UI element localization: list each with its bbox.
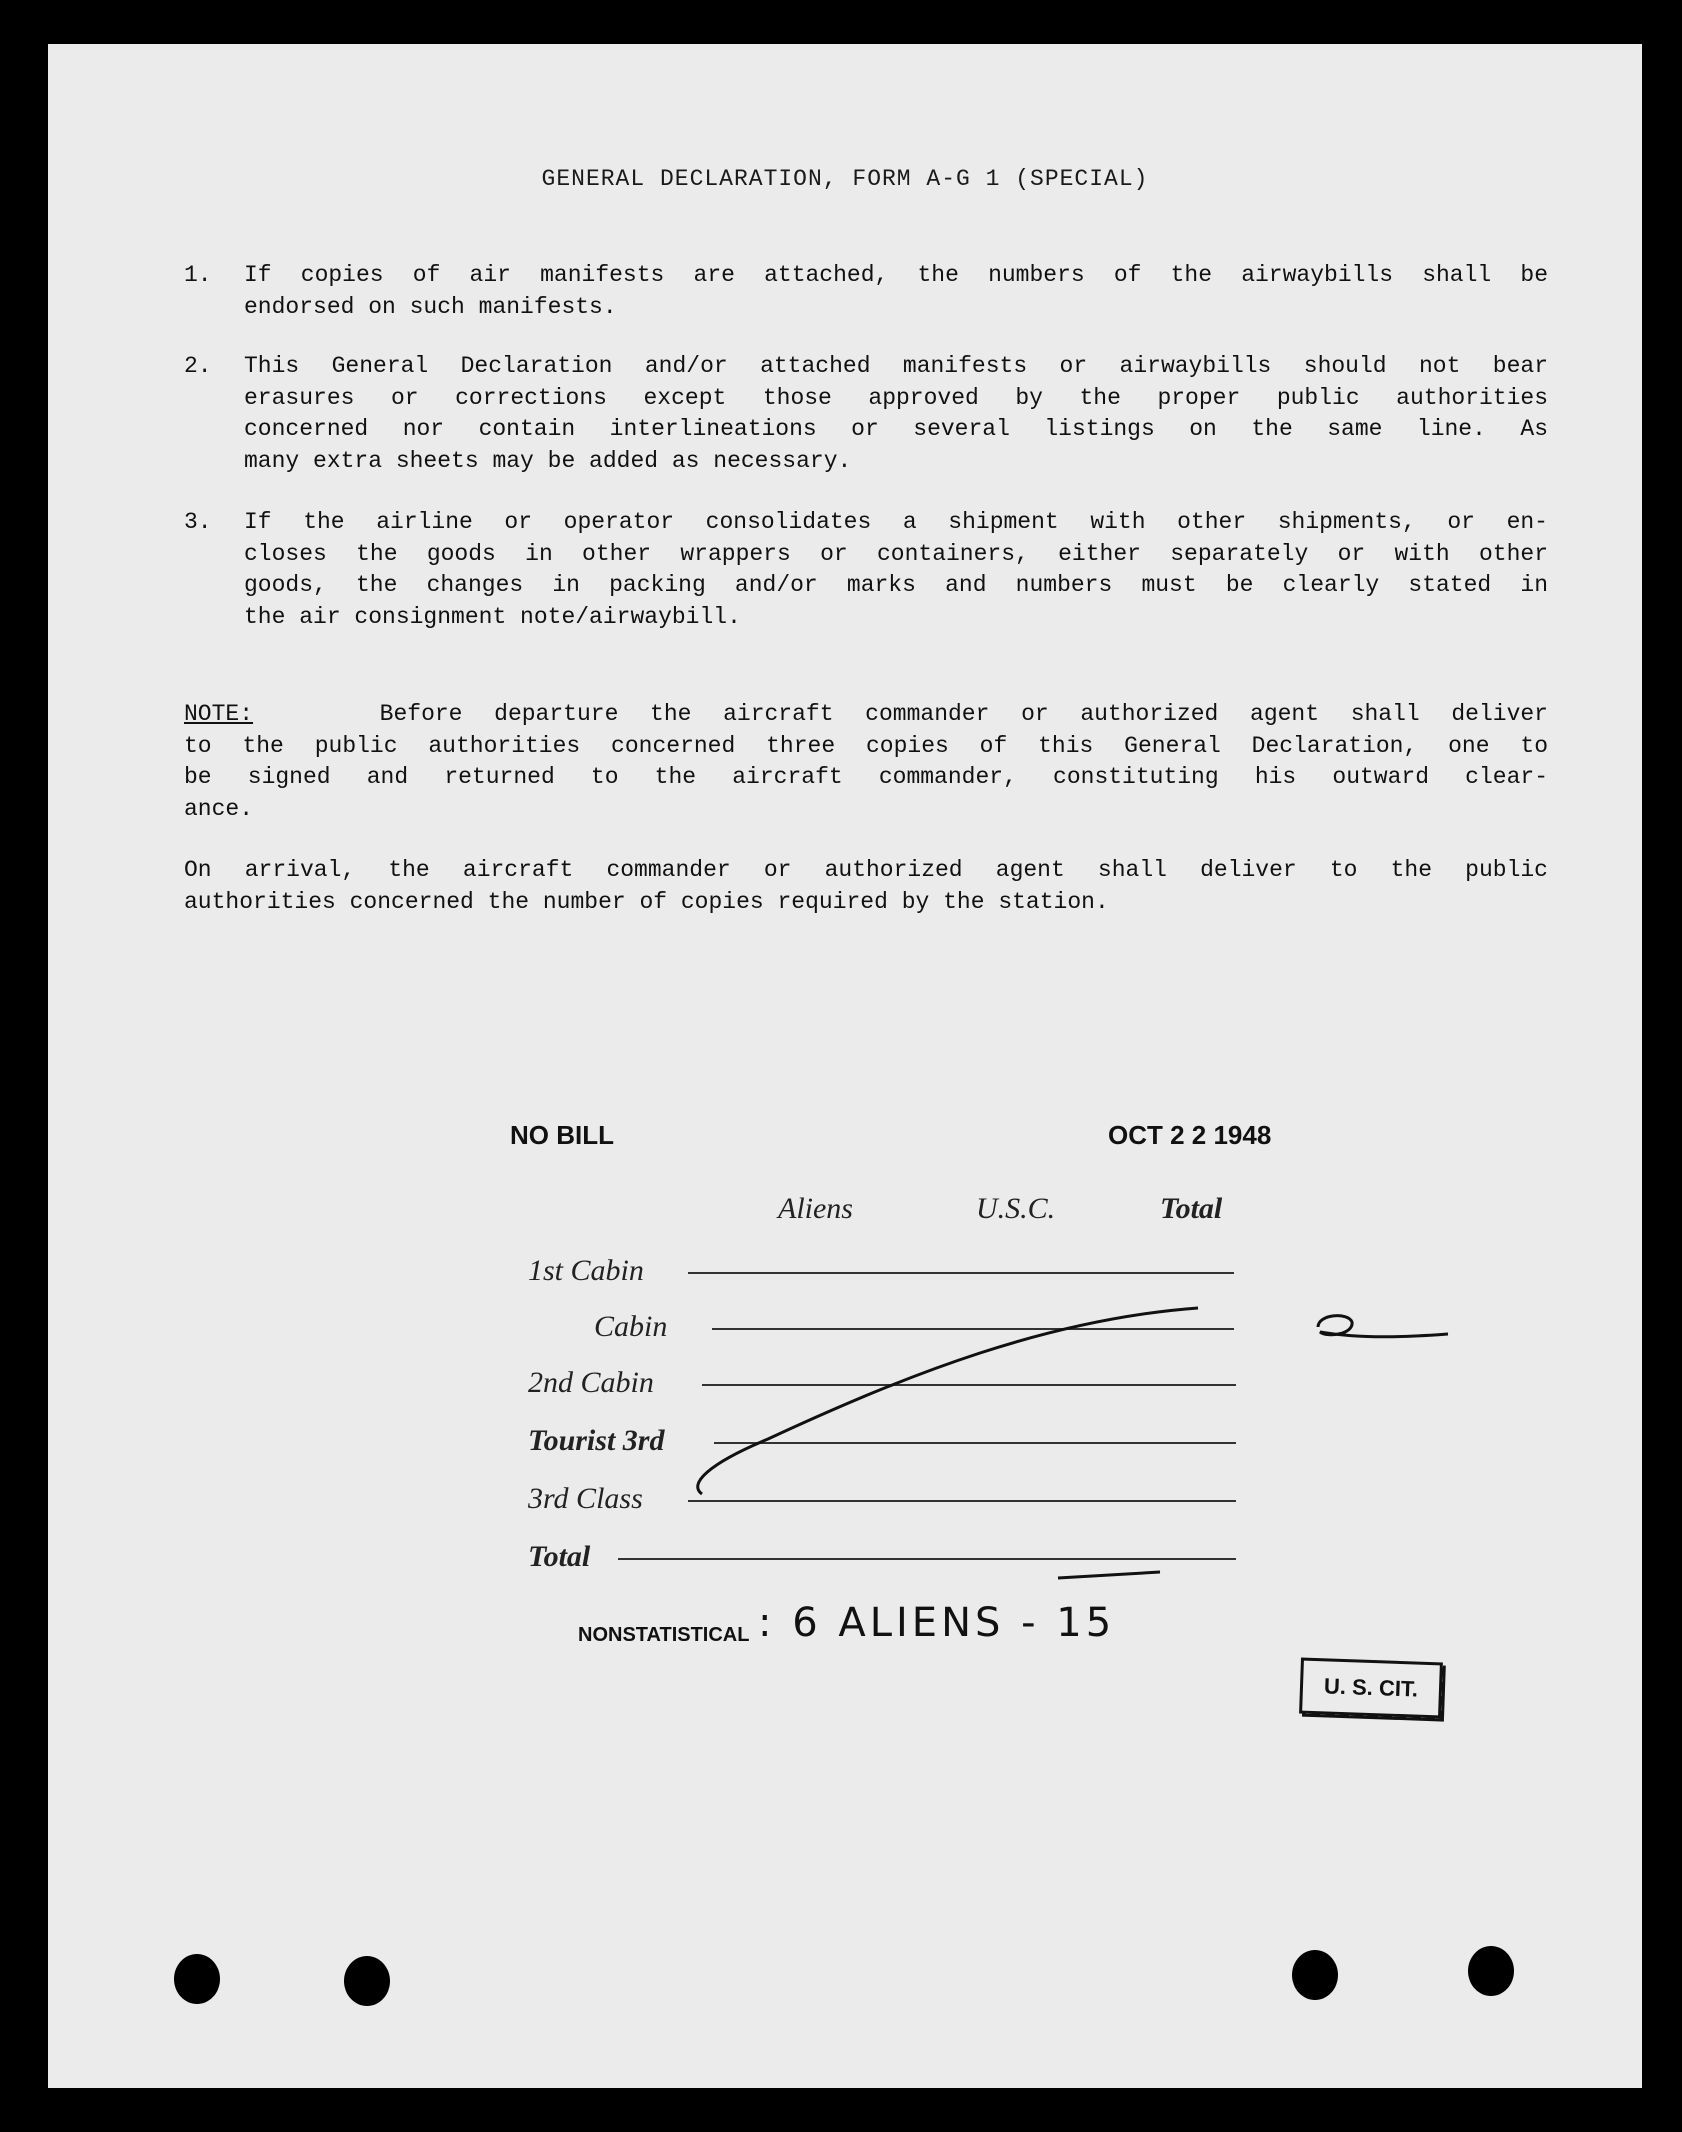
item-line: This General Declaration and/or attached manifests or airwaybills should not bear [244,353,1548,379]
item-line: the air consignment note/airwaybill. [244,603,741,630]
handwritten-aliens-count: : 6 ALIENS - 15 [758,1600,1116,1646]
note-line: to the public authorities concerned three copies of this General Declaration, one to [184,732,1548,759]
diagonal-strike-mark [698,1308,1198,1494]
date-stamp: OCT 2 2 1948 [1108,1120,1272,1150]
row-3rd-class: 3rd Class [528,1482,643,1515]
item-line: goods, the changes in packing and/or marks and numbers must be clearly stated in [244,572,1548,598]
note-label: NOTE: [184,701,254,727]
row-tourist-3rd: Tourist 3rd [528,1424,665,1457]
underline-stroke [1058,1572,1160,1578]
pen-marks [48,44,1642,2088]
item-line: endorsed on such manifests. [244,293,617,320]
header-total: Total [1160,1192,1223,1225]
document-page [48,44,1642,2088]
check-scribble-mark [1318,1316,1448,1337]
nonstatistical-label: NONSTATISTICAL [578,1624,750,1646]
row-2nd-cabin: 2nd Cabin [528,1366,654,1399]
row-cabin: Cabin [594,1310,668,1343]
punch-hole [1468,1946,1514,1996]
header-usc: U.S.C. [976,1192,1056,1225]
item-number: 1. [184,262,212,288]
punch-hole [174,1954,220,2004]
us-citizen-stamp: U. S. CIT. [1299,1658,1443,1719]
form-title: GENERAL DECLARATION, FORM A-G 1 (SPECIAL) [541,166,1149,192]
item-number: 3. [184,509,212,535]
item-line: concerned nor contain interlineations or several listings on the same line. As [244,416,1548,442]
note-line: be signed and returned to the aircraft commander, constituting his outward clear- [184,764,1548,790]
item-line: If the airline or operator consolidates a shipment with other shipments, or en- [244,509,1548,535]
arrival-line: authorities concerned the number of copies required by the station. [184,888,1109,915]
item-number: 2. [184,353,212,379]
punch-hole [1292,1950,1338,2000]
item-line: closes the goods in other wrappers or containers, either separately or with other [244,540,1548,567]
header-aliens: Aliens [778,1192,853,1225]
note-line: ance. [184,795,254,822]
item-line: erasures or corrections except those approved by the proper public authorities [244,384,1548,411]
item-line: If copies of air manifests are attached, the numbers of the airwaybills shall be [244,262,1548,288]
note-line: NOTE: Before departure the aircraft commander or authorized agent shall deliver [184,701,1548,727]
no-bill-stamp: NO BILL [510,1120,614,1150]
punch-hole [344,1956,390,2006]
arrival-line: On arrival, the aircraft commander or authorized agent shall deliver to the public [184,857,1548,883]
row-total: Total [528,1540,591,1573]
row-1st-cabin: 1st Cabin [528,1254,644,1287]
item-line: many extra sheets may be added as necessary. [244,447,852,474]
